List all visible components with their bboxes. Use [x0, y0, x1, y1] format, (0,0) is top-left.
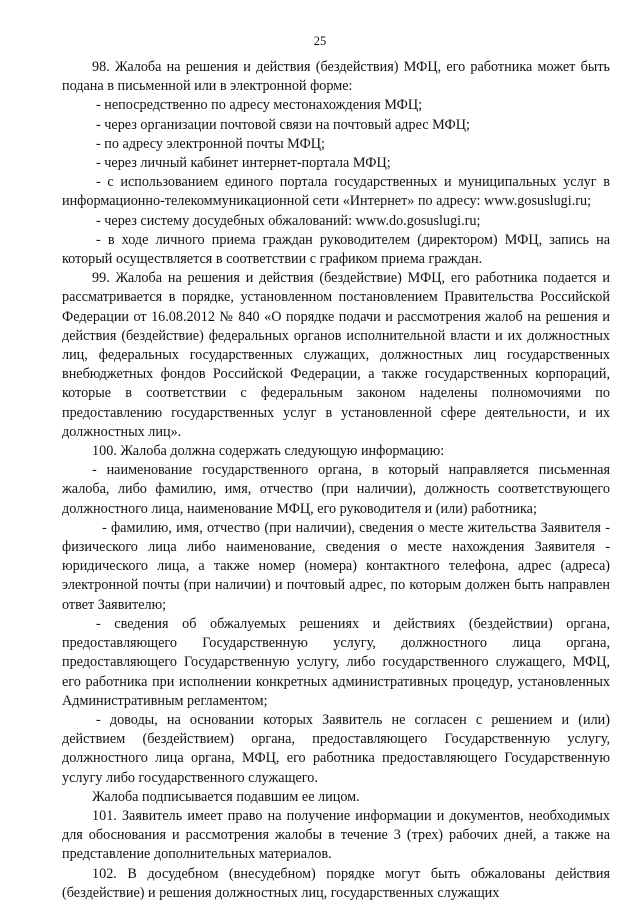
signature-note: Жалоба подписывается подавшим ее лицом. [92, 788, 360, 805]
page-number: 25 [313, 34, 327, 48]
list-item-pretrial-system: - через систему досудебных обжалований: www.do.gosuslugi.ru; [96, 212, 481, 229]
list-item-authority-name: - наименование государственного органа, в который направляется письменная жалоба, либо фамилию, имя, отчество (при наличии), должность соответствующего должностного лица, наименование МФЦ, его руководителя и (или) работника; [62, 462, 610, 517]
list-item-personal-reception: - в ходе личного приема граждан руководителем (директором) МФЦ, запись на который осуществляется в соответствии с графиком приема граждан. [62, 231, 610, 268]
list-item-email: - по адресу электронной почты МФЦ; [96, 135, 325, 152]
paragraph-99: 99. Жалоба на решения и действия (бездействие) МФЦ, его работника подается и рассматривается в порядке, установленном постановлением Правительства Российской Федерации от 16.08.2012 № 840 «О порядке подачи и рассмотрения жалоб на решения и действия (бездействие) федеральных органов исполнительной власти и их должностных лиц, федеральных государственных служащих, должностных лиц государственных внебюджетных фондов Российской Федерации, а также государственных корпораций, которые в соответствии с федеральным законом наделены полномочиями по предоставлению государственных услуг в установленной сфере деятельности, и их должностных лиц». [62, 270, 610, 440]
paragraph-98: 98. Жалоба на решения и действия (бездействия) МФЦ, его работника может быть подана в письменной или в электронной форме: [62, 59, 610, 95]
list-item-address: - непосредственно по адресу местонахождения МФЦ; [96, 97, 423, 114]
list-item-post: - через организации почтовой связи на почтовый адрес МФЦ; [96, 116, 470, 133]
list-item-appealed-actions: - сведения об обжалуемых решениях и действиях (бездействии) органа, предоставляющего Государственную услугу, должностного лица органа, предоставляющего Государственную услугу, либо государственного служащего, МФЦ, его работника при исполнении конкретных административных процедур, установленных Административным регламентом; [62, 615, 610, 709]
paragraph-101: 101. Заявитель имеет право на получение информации и документов, необходимых для обоснования и рассмотрения жалобы в течение 3 (трех) рабочих дней, а также на представление дополнительных материалов. [62, 807, 610, 863]
list-item-portal: - с использованием единого портала государственных и муниципальных услуг в информационно-телекоммуникационной сети «Интернет» по адресу: www.gosuslugi.ru; [62, 174, 610, 210]
document-body [62, 58, 610, 903]
list-item-arguments: - доводы, на основании которых Заявитель не согласен с решением и (или) действием (бездействием) органа, предоставляющего Государственную услугу, должностного лица органа, МФЦ, его работника предоставляющего Государственную услугу либо государственного служащего. [62, 711, 610, 786]
paragraph-100: 100. Жалоба должна содержать следующую информацию: [92, 443, 445, 460]
list-item-cabinet: - через личный кабинет интернет-портала МФЦ; [96, 155, 391, 172]
list-item-applicant-info: - фамилию, имя, отчество (при наличии), сведения о месте жительства Заявителя - физического лица либо наименование, сведения о месте нахождения Заявителя - юридического лица, а также номер (номера) контактного телефона, адрес (адреса) электронной почты (при наличии) и почтовый адрес, по которым должен быть направлен ответ Заявителю; [62, 519, 610, 613]
paragraph-102: 102. В досудебном (внесудебном) порядке могут быть обжалованы действия (бездействие) и решения должностных лиц, государственных служащих [62, 865, 610, 901]
